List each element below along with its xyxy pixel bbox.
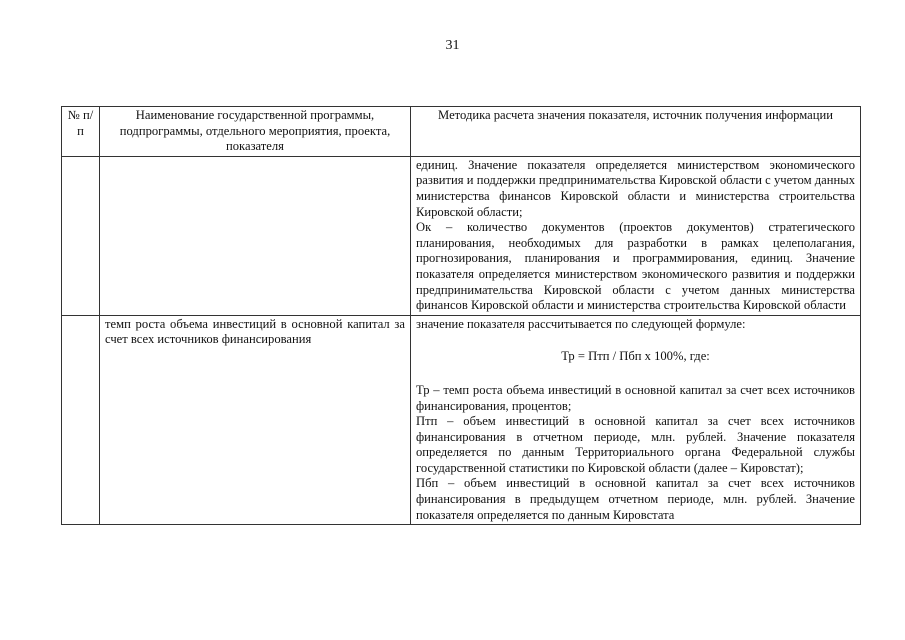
row2-methodology <box>411 315 861 525</box>
row2-paragraph-1: Тр – темп роста объема инвестиций в основной капитал за счет всех источников финансирования, процентов; <box>416 382 855 413</box>
row1-number <box>62 156 100 315</box>
row2-paragraph-2: Птп – объем инвестиций в основной капитал за счет всех источников финансирования в отчетном периоде, млн. рублей. Значение показателя определяется по данным Территориального органа Федеральной службы государственной статистики по Кировской области (далее – Кировстат); <box>416 414 855 475</box>
row2-formula: Тр = Птп / Пбп х 100%, где: <box>561 349 710 364</box>
row2-number <box>62 315 100 525</box>
table-row <box>62 315 861 525</box>
row1-paragraph-1: единиц. Значение показателя определяется министерством экономического развития и поддержки предпринимательства Кировской области с учетом данных министерства финансов Кировской области и министерства строительства Кировской области; <box>416 157 855 219</box>
row2-name <box>100 315 411 525</box>
row2-intro: значение показателя рассчитывается по следующей формуле: <box>416 316 746 331</box>
page-number: 31 <box>445 38 460 53</box>
header-number: № п/п <box>62 107 100 157</box>
header-methodology: Методика расчета значения показателя, источник получения информации <box>411 107 861 157</box>
table-row <box>62 156 861 315</box>
row2-paragraph-3: Пбп – объем инвестиций в основной капитал за счет всех источников финансирования в предыдущем отчетном периоде, млн. рублей. Значение показателя определяется по данным Кировстата <box>416 476 855 522</box>
row2-indicator-name: темп роста объема инвестиций в основной капитал за счет всех источников финансирования <box>105 316 405 347</box>
indicator-methodology-table <box>61 106 861 525</box>
row1-methodology <box>411 156 861 315</box>
row1-name <box>100 156 411 315</box>
row1-paragraph-2: Ок – количество документов (проектов документов) стратегического планирования, необходимых для разработки в рамках целеполагания, прогнозирования, планирования и программирования, единиц. Значение показателя определяется министерством экономического развития и поддержки предпринимательства Кировской области с учетом данных министерства финансов Кировской области и министерства строительства Кировской области <box>416 220 855 313</box>
table-header-row <box>62 107 861 157</box>
header-program-name: Наименование государственной программы, подпрограммы, отдельного мероприятия, проекта, показателя <box>100 107 411 157</box>
